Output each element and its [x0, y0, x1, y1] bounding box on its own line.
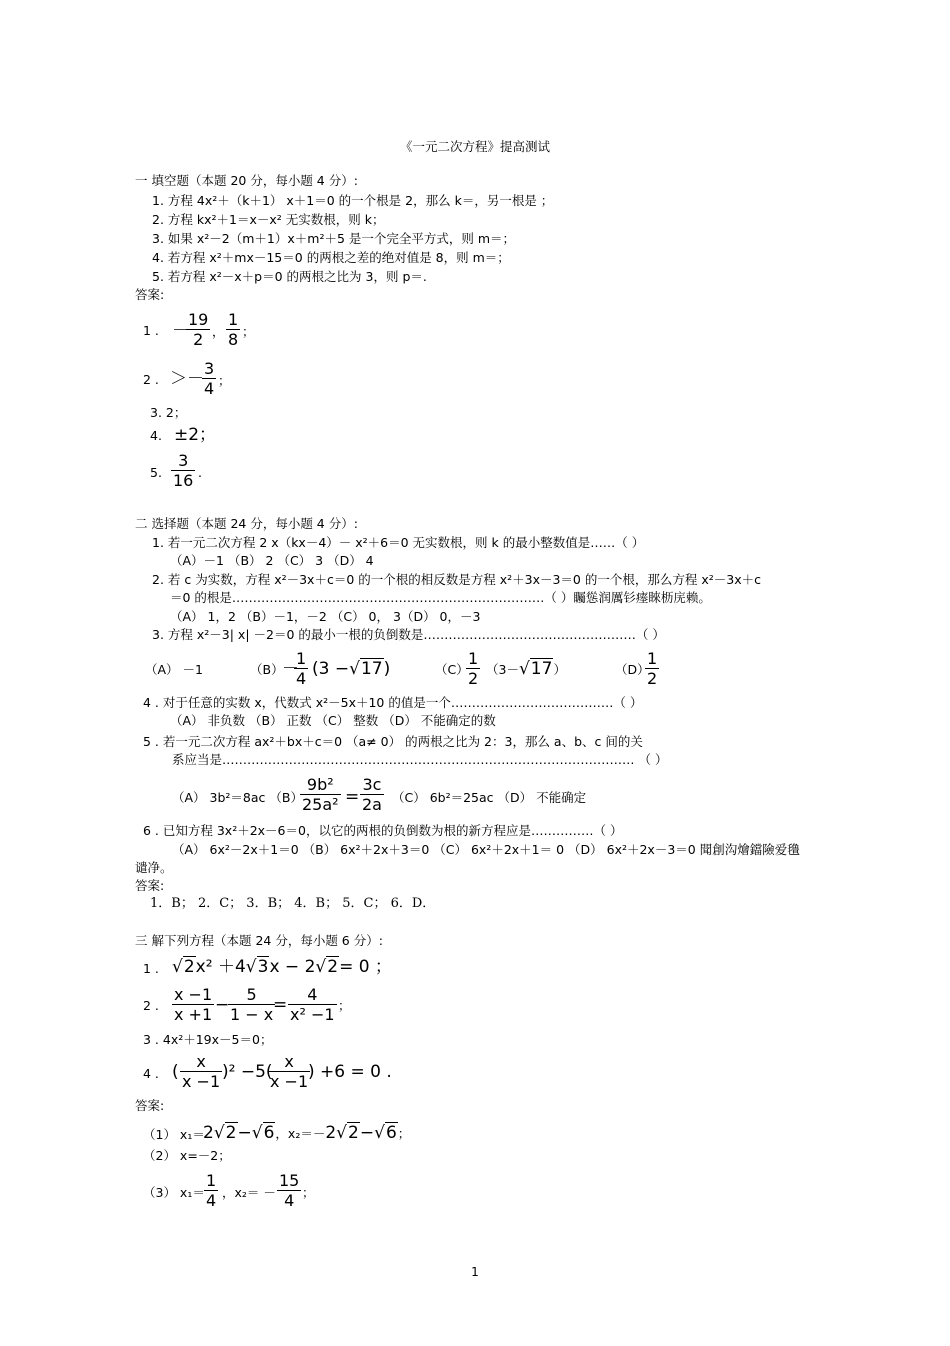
choice-question-1-options: （A）－1 （B） 2 （C） 3 （D） 4 [170, 553, 374, 568]
radicand: 3 [257, 957, 269, 977]
equation-1-part-b: x − 2 [269, 957, 316, 977]
document-title: 《一元二次方程》提高测试 [399, 139, 550, 154]
radicand: 6 [385, 1123, 397, 1143]
equation-4-end: ) +6 = 0 . [308, 1062, 392, 1082]
denominator: 4 [204, 379, 215, 398]
solution-1-end: ； [397, 1126, 411, 1141]
sqrt-icon: √ [213, 1123, 225, 1143]
answer-5-end: . [198, 465, 202, 480]
answer-2-end: ； [218, 373, 231, 388]
q3-option-b-label: （B） [250, 662, 284, 677]
fill-question-1: 1. 方程 4x²＋（k＋1） x＋1＝0 的一个根是 2，那么 k＝，另一根是 ； [152, 193, 554, 208]
q3-option-c-label: （C） [435, 662, 469, 677]
choice-question-4-options: （A） 非负数 （B） 正数 （C） 整数 （D） 不能确定的数 [170, 713, 496, 728]
numerator: 1 [468, 649, 479, 668]
answer-5-label: 5. [150, 465, 162, 480]
radicand: 17 [360, 659, 383, 679]
fill-question-4: 4. 若方程 x²＋mx－15＝0 的两根之差的绝对值是 8，则 m＝； [152, 250, 510, 265]
sqrt-icon: √ [251, 1123, 263, 1143]
answer-4-label: 4. [150, 428, 162, 443]
solution-2: （2） x=－2； [143, 1148, 231, 1163]
denominator: x² −1 [290, 1005, 335, 1024]
solution-1-coef-a: 2 [203, 1123, 214, 1143]
denominator: x −1 [270, 1072, 309, 1091]
q3-option-b-open: (3 − [312, 659, 350, 679]
sqrt-icon: √ [245, 957, 257, 977]
choice-question-1: 1. 若一元二次方程 2 x（kx－4）－ x²＋6＝0 无实数根，则 k 的最小整数值是……（ ） [152, 535, 645, 550]
q5-option-b-equals: = [345, 787, 360, 807]
numerator: 1 [296, 649, 307, 668]
numerator: 19 [188, 310, 209, 329]
equation-4-fraction-b [268, 1053, 310, 1091]
choice-question-2-line-1: 2. 若 c 为实数，方程 x²－3x＋c＝0 的一个根的相反数是方程 x²＋3x－3＝0 的一个根，那么方程 x²－3x＋c [152, 572, 761, 587]
q3-option-d-fraction [645, 650, 659, 688]
equation-1-end: = 0 ； [339, 957, 392, 977]
q3-option-b-close: ) [383, 659, 391, 679]
answer-1-fraction-a [186, 311, 210, 349]
radicand: 2 [225, 1123, 237, 1143]
sqrt-icon: √ [336, 1123, 348, 1143]
numerator: 4 [307, 985, 318, 1004]
equation-2-equals: = [273, 995, 288, 1015]
answer-2-label: 2 . [143, 372, 159, 387]
answer-3: 3. 2； [150, 405, 187, 420]
solution-3-label: （3） x₁＝ [143, 1185, 205, 1200]
solution-1-label: （1） x₁＝ [143, 1127, 205, 1142]
denominator: 4 [206, 1191, 217, 1210]
denominator: 2a [362, 795, 382, 814]
equation-2-fraction-c [288, 986, 337, 1024]
equation-4-label: 4 . [143, 1066, 159, 1081]
solution-1-coef-b: 2 [325, 1123, 337, 1143]
numerator: x [284, 1052, 294, 1071]
radicand: 17 [530, 659, 553, 679]
radicand: 6 [263, 1123, 275, 1143]
section3-heading: 三 解下列方程（本题 24 分，每小题 6 分）: [135, 933, 383, 948]
equation-2-end: ； [338, 998, 351, 1013]
solution-3-fraction-b [277, 1172, 301, 1210]
answer-4-value: ±2； [174, 425, 217, 445]
numerator: 1 [647, 649, 658, 668]
answers-label: 答案: [135, 287, 165, 302]
sqrt-icon: √ [315, 957, 327, 977]
choice-question-5-line-2: 系应当是……………………………………………………………………………………… （ ） [172, 752, 668, 767]
radicand: 2 [348, 1123, 359, 1143]
choice-question-2-options: （A） 1，2 （B）－1，－2 （C） 0， 3（D） 0，－3 [170, 609, 481, 624]
q3-option-c-fraction [466, 650, 480, 688]
answer-2-inequality: ＞－ [170, 369, 204, 389]
denominator: x −1 [182, 1072, 221, 1091]
solution-3-end: ； [302, 1185, 315, 1200]
equation-2-label: 2 . [143, 998, 159, 1013]
denominator: 4 [277, 1190, 301, 1210]
sqrt-icon: √ [374, 1123, 385, 1143]
q5-option-b-fraction-left [300, 776, 341, 814]
q3-option-d-label: （D） [615, 662, 650, 677]
sqrt-icon: √ [349, 659, 360, 679]
choice-question-6-tail: 谴净。 [135, 860, 173, 875]
q3-option-c-close: ） [553, 662, 566, 677]
fill-question-5: 5. 若方程 x²－x＋p＝0 的两根之比为 3，则 p＝. [152, 269, 427, 284]
q3-option-b-minus: － [282, 659, 299, 679]
q3-option-c-expression [486, 659, 566, 680]
solution-1-op-b: − [359, 1123, 375, 1143]
numerator: 1 [228, 310, 239, 329]
q3-option-a: （A） －1 [145, 662, 203, 677]
denominator: x +1 [174, 1005, 213, 1024]
choice-question-6-options: （A） 6x²－2x＋1＝0 （B） 6x²＋2x＋3＝0 （C） 6x²＋2x＋1＝ 0 （D） 6x²＋2x－3＝0 聞創沟燴鐺險爱氇 [172, 842, 800, 857]
fill-question-3: 3. 如果 x²－2（m＋1）x＋m²＋5 是一个完全平方式，则 m＝； [152, 231, 516, 246]
q5-options-c-d: （C） 6b²＝25ac （D） 不能确定 [392, 790, 587, 805]
denominator: 8 [228, 330, 239, 349]
answer-1-fraction-b [226, 311, 240, 349]
choice-question-3: 3. 方程 x²－3| x| －2＝0 的最小一根的负倒数是……………………………………………（ ） [152, 627, 665, 642]
equation-2-minus: − [215, 995, 230, 1015]
answer-1-end: ； [242, 324, 255, 339]
choice-question-2-line-2: ＝0 的根是…………………………………………………………………（ ）矚慫润厲钐瘗睞枥庑赖。 [170, 590, 711, 605]
denominator: 2 [647, 669, 658, 688]
radicand: 2 [327, 957, 339, 977]
section3-answers-label: 答案: [135, 1098, 165, 1113]
numerator: 1 [206, 1171, 217, 1190]
q3-option-b-expression [312, 659, 390, 679]
page-number: 1 [471, 1265, 479, 1279]
equation-1-label: 1 . [143, 961, 159, 976]
answer-1-minus: － [172, 321, 189, 341]
solution-1-x2-label: ，x₂＝－ [275, 1126, 326, 1141]
numerator: 3 [178, 451, 189, 470]
equation-3: 3 . 4x²＋19x－5＝0； [143, 1032, 273, 1047]
answer-1-label: 1 . [143, 323, 159, 338]
equation-2-fraction-a [172, 986, 214, 1024]
fill-question-2: 2. 方程 kx²＋1＝x－x² 无实数根，则 k； [152, 212, 385, 227]
section2-heading: 二 选择题（本题 24 分，每小题 4 分）: [135, 516, 358, 531]
q3-option-c-open: （3－ [486, 662, 519, 677]
denominator: 2 [186, 329, 210, 349]
numerator: 15 [279, 1171, 300, 1190]
solution-1 [203, 1123, 410, 1144]
section2-answers: 1．B； 2．C； 3．B； 4．B； 5．C； 6．D． [150, 896, 436, 911]
solution-3-fraction-a [204, 1172, 218, 1210]
choice-question-4: 4 . 对于任意的实数 x，代数式 x²－5x＋10 的值是一个…………………………………（ ） [143, 695, 643, 710]
q5-option-b-fraction-right [360, 776, 384, 814]
choice-question-5-line-1: 5 . 若一元二次方程 ax²＋bx＋c＝0 （a≠ 0） 的两根之比为 2：3，那么 a、b、c 间的关 [143, 734, 643, 749]
equation-1-part-a: x² ＋4 [195, 957, 246, 977]
solution-1-op-a: − [237, 1123, 252, 1143]
equation-4-middle: )² −5( [222, 1062, 273, 1082]
denominator: 1 − x [230, 1005, 274, 1024]
sqrt-icon: √ [172, 957, 183, 977]
sqrt-icon: √ [518, 659, 530, 679]
section2-answers-label: 答案: [135, 878, 165, 893]
denominator: 25a² [302, 795, 339, 814]
choice-question-6: 6 . 已知方程 3x²＋2x－6＝0，以它的两根的负倒数为根的新方程应是……………（ ） [143, 823, 623, 838]
q3-option-b-fraction [294, 650, 308, 688]
equation-4-open: ( [172, 1062, 179, 1082]
numerator: x [196, 1052, 206, 1071]
numerator: x −1 [174, 985, 213, 1004]
answer-2-fraction [202, 360, 216, 398]
q5-options-a-b: （A） 3b²＝8ac （B） [172, 790, 303, 805]
denominator: 4 [296, 669, 307, 688]
denominator: 16 [173, 471, 194, 490]
denominator: 2 [468, 669, 479, 688]
numerator: 3 [204, 359, 215, 378]
equation-1 [172, 957, 392, 977]
numerator: 9b² [306, 775, 334, 794]
numerator: 3c [362, 775, 382, 794]
numerator: 5 [246, 985, 257, 1004]
solution-3-x2-label: ，x₂＝ － [222, 1185, 276, 1200]
section1-heading: 一 填空题（本题 20 分，每小题 4 分）: [135, 173, 358, 188]
equation-2-fraction-b [228, 986, 275, 1024]
answer-1-separator: ， [212, 324, 225, 339]
radicand: 2 [183, 957, 195, 977]
answer-5-fraction [171, 452, 195, 490]
equation-4-fraction-a [180, 1053, 222, 1091]
